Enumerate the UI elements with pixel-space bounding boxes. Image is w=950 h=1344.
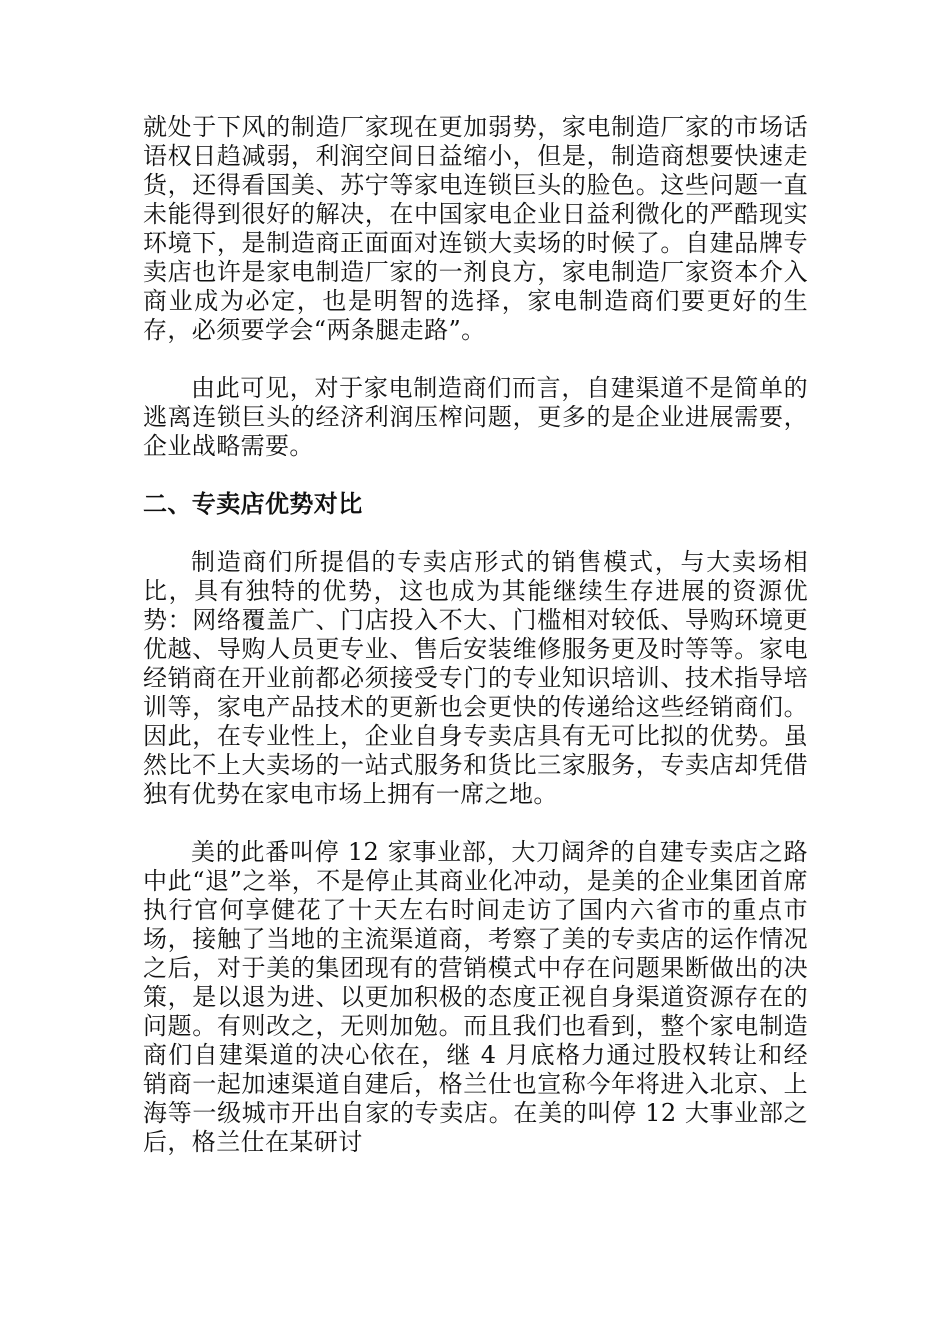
paragraph-spacer <box>143 345 808 374</box>
paragraph-spacer <box>143 461 808 490</box>
paragraph-1: 就处于下风的制造厂家现在更加弱势，家电制造厂家的市场话语权日趋减弱，利润空间日益缩小，但是，制造商想要快速走货，还得看国美、苏宁等家电连锁巨头的脸色。这些问题一直未能得到很好的解决，在中国家电企业日益利微化的严酷现实环境下，是制造商正面面对连锁大卖场的时候了。自建品牌专卖店也许是家电制造厂家的一剂良方，家电制造厂家资本介入商业成为必定，也是明智的选择，家电制造商们要更好的生存，必须要学会“两条腿走路”。 <box>143 113 808 344</box>
section-heading: 二、专卖店优势对比 <box>143 490 363 518</box>
document-body <box>143 113 808 1157</box>
paragraph-3: 制造商们所提倡的专卖店形式的销售模式，与大卖场相比，具有独特的优势，这也成为其能继续生存进展的资源优势：网络覆盖广、门店投入不大、门槛相对较低、导购环境更优越、导购人员更专业、售后安装维修服务更及时等等。家电经销商在开业前都必须接受专门的专业知识培训、技术指导培训等，家电产品技术的更新也会更快的传递给这些经销商们。因此，在专业性上，企业自身专卖店具有无可比拟的优势。虽然比不上大卖场的一站式服务和货比三家服务，专卖店却凭借独有优势在家电市场上拥有一席之地。 <box>143 548 808 808</box>
paragraph-spacer <box>143 809 808 838</box>
paragraph-2: 由此可见，对于家电制造商们而言，自建渠道不是简单的逃离连锁巨头的经济利润压榨问题，更多的是企业进展需要，企业战略需要。 <box>143 374 808 460</box>
paragraph-spacer <box>143 519 808 548</box>
paragraph-4: 美的此番叫停 12 家事业部，大刀阔斧的自建专卖店之路中此“退”之举，不是停止其商业化冲动，是美的企业集团首席执行官何享健花了十天左右时间走访了国内六省市的重点市场，接触了当地的主流渠道商，考察了美的专卖店的运作情况之后，对于美的集团现有的营销模式中存在问题果断做出的决策，是以退为进、以更加积极的态度正视自身渠道资源存在的问题。有则改之，无则加勉。而且我们也看到，整个家电制造商们自建渠道的决心依在，继 4 月底格力通过股权转让和经销商一起加速渠道自建后，格兰仕也宣称今年将进入北京、上海等一级城市开出自家的专卖店。在美的叫停 12 大事业部之后，格兰仕在某研讨 <box>143 838 808 1156</box>
